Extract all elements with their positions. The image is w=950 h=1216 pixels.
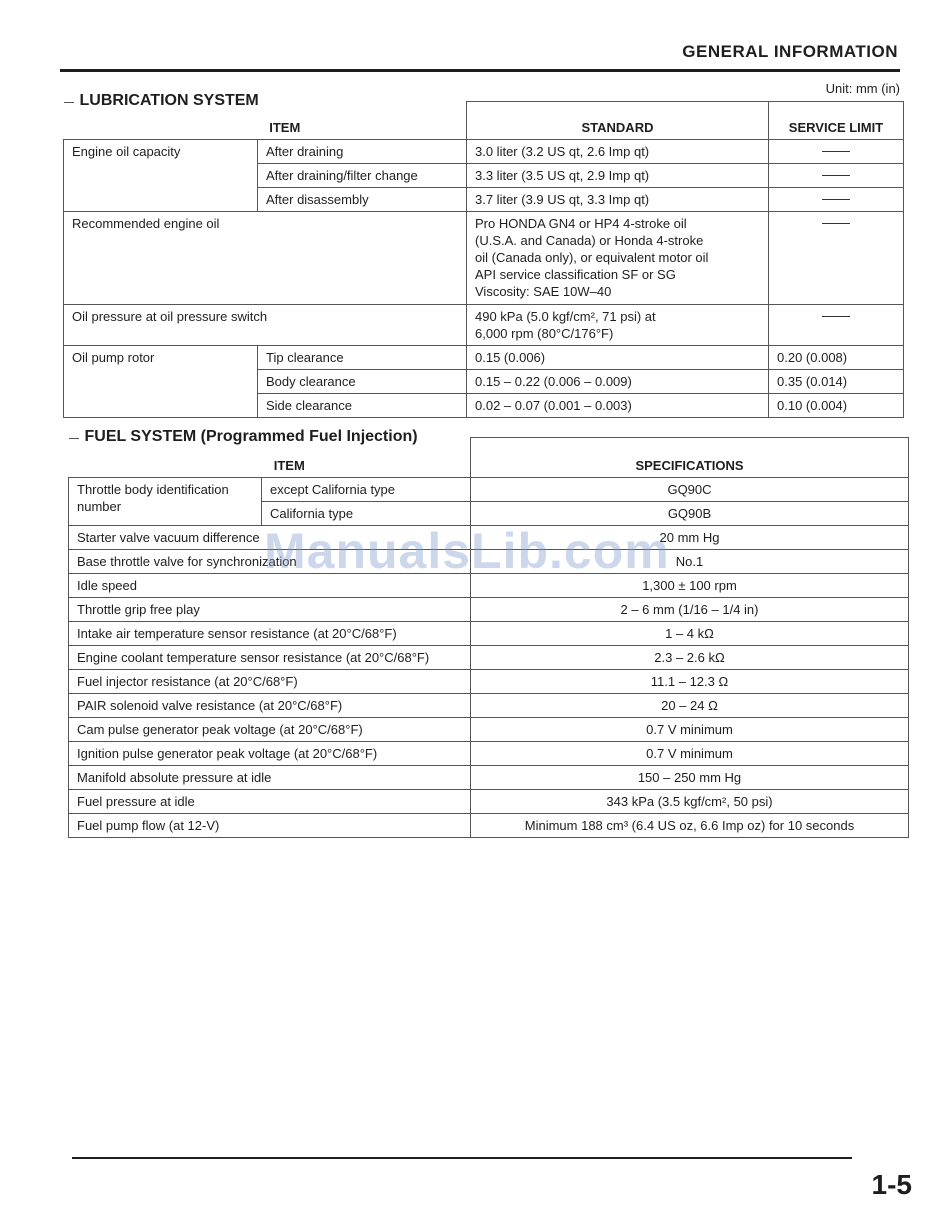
text-line: 6,000 rpm (80°C/176°F)	[475, 326, 614, 341]
watermark: ManualsLib.com	[264, 523, 670, 579]
row-sublabel: Body clearance	[258, 370, 467, 394]
row-label: Recommended engine oil	[64, 212, 467, 305]
spec-value: 150 – 250 mm Hg	[471, 766, 909, 790]
standard-value: 0.15 – 0.22 (0.006 – 0.009)	[467, 370, 769, 394]
row-sublabel: Side clearance	[258, 394, 467, 418]
spec-value: 0.7 V minimum	[471, 718, 909, 742]
row-label: Oil pump rotor	[64, 346, 258, 418]
limit-value: 0.35 (0.014)	[769, 370, 904, 394]
limit-value	[769, 305, 904, 346]
limit-value	[769, 164, 904, 188]
spec-value: 20 – 24 Ω	[471, 694, 909, 718]
row-label: Ignition pulse generator peak voltage (at 20°C/68°F)	[69, 742, 471, 766]
table-row	[69, 574, 909, 598]
limit-value	[769, 188, 904, 212]
standard-column-header: STANDARD	[467, 102, 769, 140]
specifications-column-header: SPECIFICATIONS	[471, 438, 909, 478]
table-row	[69, 646, 909, 670]
text-line: API service classification SF or SG	[475, 267, 676, 282]
table-row	[69, 478, 909, 502]
table-header-row	[69, 438, 909, 478]
table-header-row	[64, 102, 904, 140]
table-row	[64, 212, 904, 305]
table-row	[64, 140, 904, 164]
text-line: (U.S.A. and Canada) or Honda 4-stroke	[475, 233, 704, 248]
header-divider	[60, 69, 900, 72]
standard-value	[467, 305, 769, 346]
spec-value: 1,300 ± 100 rpm	[471, 574, 909, 598]
table-row	[69, 742, 909, 766]
row-sublabel: Tip clearance	[258, 346, 467, 370]
table-row	[69, 526, 909, 550]
page-title: GENERAL INFORMATION	[682, 42, 898, 61]
row-label: Throttle grip free play	[69, 598, 471, 622]
limit-value: 0.10 (0.004)	[769, 394, 904, 418]
row-label: Base throttle valve for synchronization	[69, 550, 471, 574]
dash-mark	[822, 316, 850, 317]
standard-value: 3.3 liter (3.5 US qt, 2.9 Imp qt)	[467, 164, 769, 188]
dash-mark	[822, 175, 850, 176]
section-title: FUEL SYSTEM (Programmed Fuel Injection)	[75, 428, 424, 445]
spec-value: 1 – 4 kΩ	[471, 622, 909, 646]
limit-value: 0.20 (0.008)	[769, 346, 904, 370]
section-title: LUBRICATION SYSTEM	[70, 92, 265, 109]
item-column-header	[69, 427, 471, 478]
limit-value	[769, 140, 904, 164]
row-label: Throttle body identification number	[69, 478, 262, 526]
table-row	[69, 694, 909, 718]
table-row	[64, 346, 904, 370]
footer-divider	[72, 1157, 852, 1159]
text-line: 490 kPa (5.0 kgf/cm², 71 psi) at	[475, 309, 656, 324]
row-sublabel: except California type	[262, 478, 471, 502]
row-label: PAIR solenoid valve resistance (at 20°C/68°F)	[69, 694, 471, 718]
row-label: Idle speed	[69, 574, 471, 598]
spec-value: 2 – 6 mm (1/16 – 1/4 in)	[471, 598, 909, 622]
table-row	[69, 790, 909, 814]
spec-value: GQ90B	[471, 502, 909, 526]
item-header-label: ITEM	[269, 120, 301, 135]
standard-value: 3.0 liter (3.2 US qt, 2.6 Imp qt)	[467, 140, 769, 164]
spec-value: 343 kPa (3.5 kgf/cm², 50 psi)	[471, 790, 909, 814]
spec-value: GQ90C	[471, 478, 909, 502]
row-label: Starter valve vacuum difference	[69, 526, 471, 550]
row-sublabel: After draining	[258, 140, 467, 164]
dash-mark	[822, 151, 850, 152]
row-label: Cam pulse generator peak voltage (at 20°C/68°F)	[69, 718, 471, 742]
table-row	[69, 598, 909, 622]
table-row	[69, 622, 909, 646]
row-label: Intake air temperature sensor resistance (at 20°C/68°F)	[69, 622, 471, 646]
row-label: Oil pressure at oil pressure switch	[64, 305, 467, 346]
dash-mark	[822, 199, 850, 200]
dash-mark	[822, 223, 850, 224]
item-column-header	[64, 91, 467, 140]
row-label: Fuel injector resistance (at 20°C/68°F)	[69, 670, 471, 694]
row-label: Manifold absolute pressure at idle	[69, 766, 471, 790]
table-row	[69, 766, 909, 790]
standard-value: 3.7 liter (3.9 US qt, 3.3 Imp qt)	[467, 188, 769, 212]
row-sublabel: After draining/filter change	[258, 164, 467, 188]
page-number: 1-5	[871, 1169, 912, 1200]
limit-value	[769, 212, 904, 305]
spec-value: 20 mm Hg	[471, 526, 909, 550]
spec-value: 11.1 – 12.3 Ω	[471, 670, 909, 694]
row-label: Engine coolant temperature sensor resistance (at 20°C/68°F)	[69, 646, 471, 670]
service-limit-column-header: SERVICE LIMIT	[769, 102, 904, 140]
row-label: Fuel pump flow (at 12-V)	[69, 814, 471, 838]
table-row	[69, 550, 909, 574]
text-line: oil (Canada only), or equivalent motor oil	[475, 250, 709, 265]
spec-value: 2.3 – 2.6 kΩ	[471, 646, 909, 670]
standard-value: 0.15 (0.006)	[467, 346, 769, 370]
table-row	[69, 814, 909, 838]
table-row	[69, 718, 909, 742]
row-sublabel: California type	[262, 502, 471, 526]
item-header-label: ITEM	[273, 458, 305, 473]
row-label: Fuel pressure at idle	[69, 790, 471, 814]
row-label: Engine oil capacity	[64, 140, 258, 212]
standard-value	[467, 212, 769, 305]
text-line: Pro HONDA GN4 or HP4 4-stroke oil	[475, 216, 687, 231]
text-line: Viscosity: SAE 10W–40	[475, 284, 612, 299]
row-sublabel: After disassembly	[258, 188, 467, 212]
fuel-system-table	[68, 427, 909, 838]
lubrication-system-table	[63, 91, 904, 418]
table-row	[69, 670, 909, 694]
unit-note: Unit: mm (in)	[825, 81, 900, 96]
standard-value: 0.02 – 0.07 (0.001 – 0.003)	[467, 394, 769, 418]
table-row	[64, 305, 904, 346]
spec-value: 0.7 V minimum	[471, 742, 909, 766]
spec-value: No.1	[471, 550, 909, 574]
spec-value: Minimum 188 cm³ (6.4 US oz, 6.6 Imp oz) for 10 seconds	[471, 814, 909, 838]
